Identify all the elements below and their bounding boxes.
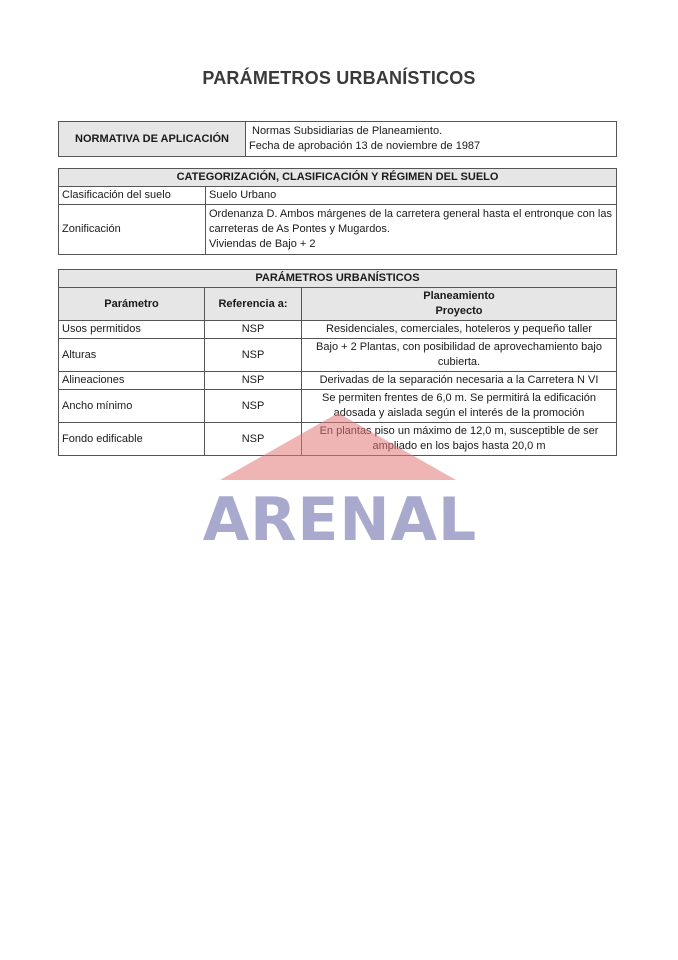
zonificacion-line-1: Ordenanza D. Ambos márgenes de la carretera general hasta el entronque con las carreteras de As Pontes y Mugardos. [209,208,612,235]
row-parametro: Alineaciones [59,372,205,390]
table-row [59,423,617,456]
row-parametro: Usos permitidos [59,321,205,339]
clasificacion-label: Clasificación del suelo [59,187,206,205]
normativa-value [246,122,617,157]
zonificacion-line-2: Viviendas de Bajo + 2 [209,238,316,250]
col-parametro-header: Parámetro [59,288,205,321]
row-referencia: NSP [205,423,302,456]
table-row [59,339,617,372]
row-referencia: NSP [205,339,302,372]
normativa-line-1: Normas Subsidiarias de Planeamiento. [252,125,443,137]
row-parametro: Fondo edificable [59,423,205,456]
normativa-label: NORMATIVA DE APLICACIÓN [59,122,246,157]
table-row [59,372,617,390]
row-referencia: NSP [205,321,302,339]
row-parametro: Alturas [59,339,205,372]
row-planeamiento: Bajo + 2 Plantas, con posibilidad de aprovechamiento bajo cubierta. [302,339,617,372]
table-row [59,390,617,423]
col-planeamiento-header [302,288,617,321]
row-parametro: Ancho mínimo [59,390,205,423]
zonificacion-label: Zonificación [59,205,206,255]
normativa-line-2: Fecha de aprobación 13 de noviembre de 1987 [249,140,481,152]
zonificacion-value [206,205,617,255]
normativa-table [58,121,617,157]
row-referencia: NSP [205,372,302,390]
row-planeamiento: Residenciales, comerciales, hoteleros y pequeño taller [302,321,617,339]
categorizacion-table [58,168,617,255]
watermark-text: ARENAL [202,485,478,555]
clasificacion-value: Suelo Urbano [206,187,617,205]
row-planeamiento: Se permiten frentes de 6,0 m. Se permitirá la edificación adosada y aislada según el interés de la promoción [302,390,617,423]
parametros-table [58,269,617,456]
row-referencia: NSP [205,390,302,423]
table-row [59,321,617,339]
planeamiento-label: Planeamiento [423,290,495,302]
row-planeamiento: Derivadas de la separación necesaria a la Carretera N VI [302,372,617,390]
col-referencia-header: Referencia a: [205,288,302,321]
proyecto-label: Proyecto [435,305,483,317]
page-title: PARÁMETROS URBANÍSTICOS [202,68,476,88]
parametros-header: PARÁMETROS URBANÍSTICOS [59,270,617,288]
row-planeamiento: En plantas piso un máximo de 12,0 m, susceptible de ser ampliado en los bajos hasta 20,0 m [302,423,617,456]
categorizacion-header: CATEGORIZACIÓN, CLASIFICACIÓN Y RÉGIMEN DEL SUELO [59,169,617,187]
